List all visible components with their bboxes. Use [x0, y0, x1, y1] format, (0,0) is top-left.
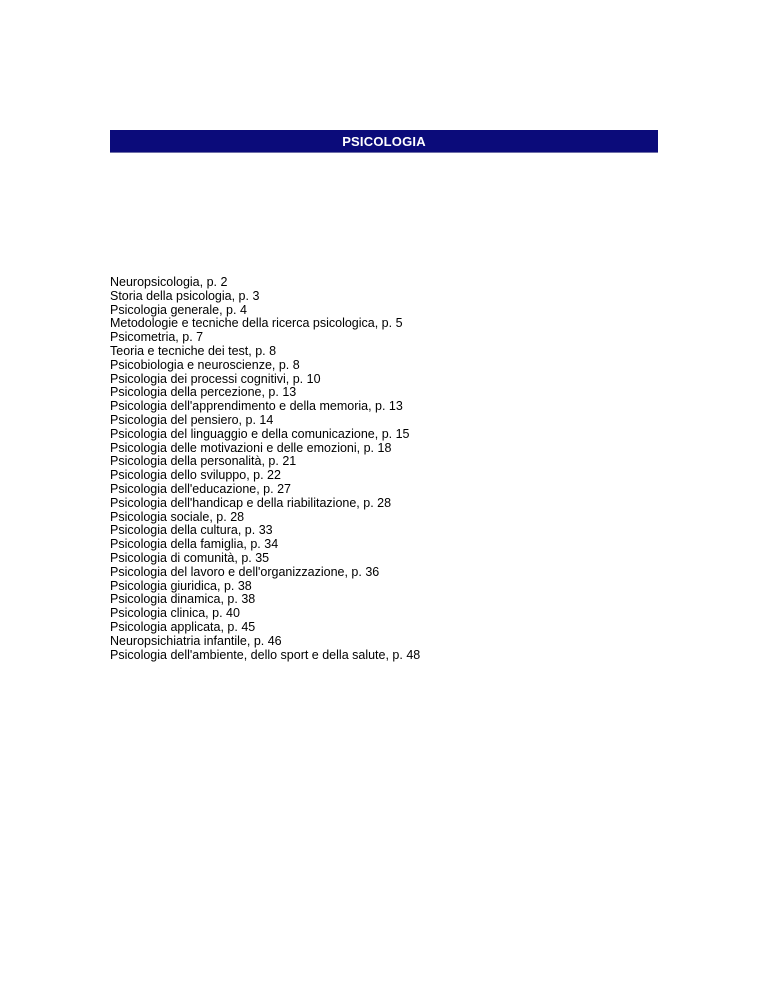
toc-item: Psicologia giuridica, p. 38	[110, 578, 252, 593]
toc-item: Psicologia dell'apprendimento e della memoria, p. 13	[110, 399, 403, 414]
toc-item: Psicologia della famiglia, p. 34	[110, 537, 279, 552]
toc-item: Psicologia clinica, p. 40	[110, 606, 240, 621]
toc-item: Psicologia dell'handicap e della riabilitazione, p. 28	[110, 495, 392, 510]
toc-item: Neuropsichiatria infantile, p. 46	[110, 633, 282, 648]
toc-item: Psicologia applicata, p. 45	[110, 619, 256, 634]
toc-item: Psicologia di comunità, p. 35	[110, 550, 270, 565]
section-title: PSICOLOGIA	[342, 133, 426, 149]
toc-item: Psicologia dello sviluppo, p. 22	[110, 468, 281, 483]
toc-item: Psicologia sociale, p. 28	[110, 509, 245, 524]
toc-item: Metodologie e tecniche della ricerca psicologica, p. 5	[110, 316, 403, 331]
toc-item: Psicologia della percezione, p. 13	[110, 385, 297, 400]
toc-item: Psicologia della cultura, p. 33	[110, 523, 273, 538]
toc-item: Psicologia del lavoro e dell'organizzazione, p. 36	[110, 564, 380, 579]
toc-item: Psicologia del pensiero, p. 14	[110, 412, 274, 427]
toc-item: Neuropsicologia, p. 2	[110, 275, 228, 289]
toc-item: Psicologia delle motivazioni e delle emozioni, p. 18	[110, 440, 392, 455]
toc-item: Psicometria, p. 7	[110, 330, 204, 345]
toc-item: Psicologia della personalità, p. 21	[110, 454, 297, 469]
toc-item: Psicobiologia e neuroscienze, p. 8	[110, 357, 300, 372]
toc-item: Psicologia generale, p. 4	[110, 302, 247, 317]
table-of-contents	[110, 276, 420, 662]
toc-item: Psicologia del linguaggio e della comunicazione, p. 15	[110, 426, 410, 441]
toc-item: Storia della psicologia, p. 3	[110, 288, 260, 303]
toc-item: Psicologia dinamica, p. 38	[110, 592, 256, 607]
section-header-bar	[110, 130, 658, 153]
toc-item: Psicologia dei processi cognitivi, p. 10	[110, 371, 321, 386]
toc-item: Psicologia dell'ambiente, dello sport e della salute, p. 48	[110, 647, 421, 662]
toc-item: Teoria e tecniche dei test, p. 8	[110, 343, 277, 358]
toc-item: Psicologia dell'educazione, p. 27	[110, 481, 291, 496]
